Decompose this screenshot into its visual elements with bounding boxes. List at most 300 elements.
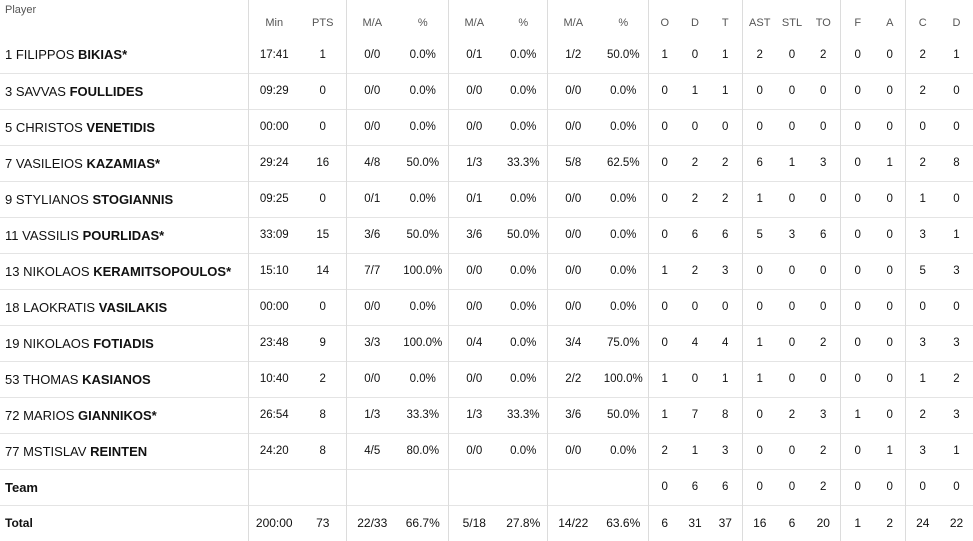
cell-ast: 0 [742, 253, 777, 289]
total-cell-ast: 16 [742, 505, 777, 541]
player-first-name: LAOKRATIS [23, 299, 96, 315]
cell-blk-against: 0 [886, 85, 893, 97]
header-blk-against: A [886, 17, 894, 29]
player-name-cell [0, 325, 248, 361]
cell-pts: 0 [319, 301, 326, 313]
cell-2pt-pct: 100.0% [403, 265, 443, 277]
cell-ft-ma: 0/0 [547, 109, 599, 145]
cell-2pt-pct: 100.0% [403, 337, 443, 349]
cell-2pt-pct: 0.0% [409, 193, 436, 205]
cell-ast: 5 [742, 217, 777, 253]
cell-tot-reb: 4 [722, 337, 729, 349]
cell-ft-pct: 50.0% [606, 409, 640, 421]
player-number: 77 [5, 443, 20, 459]
cell-to: 0 [820, 301, 827, 313]
cell-blk-against: 0 [886, 48, 893, 61]
player-name-cell [0, 253, 248, 289]
header-to: TO [815, 17, 831, 29]
cell-min: 09:29 [248, 73, 300, 109]
cell-3pt-ma: 0/1 [448, 37, 500, 73]
player-name-cell [0, 433, 248, 469]
cell-ft-ma: 0/0 [547, 253, 599, 289]
cell-min: 09:25 [248, 181, 300, 217]
player-number: 5 [5, 119, 13, 135]
cell-3pt-ma: 0/0 [448, 361, 500, 397]
header-3pt-pct: % [518, 17, 529, 29]
cell-to: 0 [820, 193, 827, 205]
cell-ft-pct: 100.0% [603, 373, 643, 385]
header-3pt-ma: M/A [448, 0, 500, 37]
total-cell-2pt-ma: 22/33 [346, 505, 398, 541]
cell-2pt-ma: 0/0 [346, 289, 398, 325]
total-cell-3pt-ma: 5/18 [448, 505, 500, 541]
cell-2pt-ma: 3/6 [346, 217, 398, 253]
cell-fouls-drawn: 1 [953, 48, 960, 61]
cell-min: 24:20 [248, 433, 300, 469]
cell-pts: 14 [316, 265, 330, 277]
cell-off-reb: 0 [648, 325, 681, 361]
player-name-cell [0, 145, 248, 181]
team-label: Team [5, 479, 38, 495]
team-cell-blk-against: 0 [886, 481, 893, 493]
cell-tot-reb: 3 [722, 445, 729, 457]
cell-fouls-committed: 5 [905, 253, 940, 289]
team-cell-def-reb: 6 [691, 481, 699, 493]
cell-ft-ma: 0/0 [547, 289, 599, 325]
cell-blk-for: 0 [840, 253, 875, 289]
total-cell-fouls-drawn: 22 [949, 516, 964, 531]
cell-def-reb: 0 [691, 48, 699, 61]
header-min: Min [248, 0, 300, 37]
team-cell-3pt-pct [500, 469, 547, 505]
cell-3pt-pct: 33.3% [506, 157, 540, 169]
cell-fouls-committed: 0 [905, 109, 940, 145]
player-first-name: STYLIANOS [15, 191, 89, 207]
cell-blk-against: 0 [886, 193, 893, 205]
team-row [0, 469, 973, 505]
cell-3pt-ma: 0/0 [448, 289, 500, 325]
cell-3pt-pct: 0.0% [510, 121, 537, 133]
cell-fouls-drawn: 1 [953, 445, 960, 457]
header-def-reb: D [691, 17, 699, 29]
cell-blk-for: 0 [840, 217, 875, 253]
team-cell-ft-ma [547, 469, 599, 505]
cell-fouls-drawn: 2 [953, 373, 960, 385]
cell-stl: 1 [788, 157, 796, 169]
cell-def-reb: 1 [691, 85, 699, 97]
cell-ft-pct: 75.0% [606, 337, 640, 349]
cell-fouls-committed: 3 [905, 433, 940, 469]
total-label: Total [5, 516, 33, 531]
cell-pts: 0 [319, 85, 326, 97]
cell-blk-against: 0 [886, 121, 893, 133]
cell-pts: 8 [319, 409, 326, 421]
player-row [0, 181, 973, 217]
cell-ft-pct: 62.5% [606, 157, 640, 169]
cell-fouls-drawn: 3 [953, 337, 960, 349]
player-name-cell [0, 361, 248, 397]
cell-pts: 2 [319, 373, 326, 385]
cell-blk-against: 0 [886, 409, 893, 421]
player-name-cell [0, 289, 248, 325]
cell-ft-ma: 0/0 [547, 217, 599, 253]
cell-ft-pct: 0.0% [610, 121, 637, 133]
cell-ft-ma: 5/8 [547, 145, 599, 181]
team-cell-2pt-ma [346, 469, 398, 505]
cell-ft-ma: 2/2 [547, 361, 599, 397]
player-last-name[interactable]: BIKIAS* [78, 47, 128, 63]
cell-off-reb: 0 [648, 217, 681, 253]
player-last-name[interactable]: REINTEN [90, 443, 148, 459]
cell-2pt-pct: 0.0% [409, 48, 436, 61]
cell-fouls-drawn: 0 [953, 301, 960, 313]
cell-def-reb: 6 [691, 229, 699, 241]
cell-ft-pct: 0.0% [610, 301, 637, 313]
cell-blk-against: 0 [886, 229, 893, 241]
cell-2pt-pct: 0.0% [409, 121, 436, 133]
cell-ft-ma: 0/0 [547, 433, 599, 469]
player-last-name[interactable]: STOGIANNIS [92, 191, 174, 207]
header-fouls-committed: C [905, 0, 940, 37]
header-ft-ma: M/A [547, 0, 599, 37]
player-last-name[interactable]: KERAMITSOPOULOS* [93, 263, 232, 279]
total-row [0, 505, 973, 541]
cell-fouls-drawn: 0 [953, 121, 960, 133]
header-blk-for: F [840, 0, 875, 37]
cell-tot-reb: 0 [722, 301, 729, 313]
player-last-name[interactable]: VASILAKIS [98, 299, 168, 315]
player-row [0, 145, 973, 181]
cell-blk-for: 0 [840, 289, 875, 325]
cell-tot-reb: 1 [722, 373, 729, 385]
cell-blk-for: 1 [840, 397, 875, 433]
player-number: 3 [5, 83, 13, 99]
cell-3pt-ma: 0/1 [448, 181, 500, 217]
cell-fouls-drawn: 0 [953, 193, 960, 205]
cell-def-reb: 2 [691, 265, 699, 277]
total-cell-def-reb: 31 [688, 516, 702, 531]
header-tot-reb: T [721, 17, 729, 29]
cell-ft-pct: 0.0% [610, 193, 637, 205]
cell-3pt-ma: 0/0 [448, 109, 500, 145]
cell-2pt-ma: 0/0 [346, 109, 398, 145]
cell-stl: 0 [788, 48, 796, 61]
cell-to: 0 [820, 85, 827, 97]
player-row [0, 253, 973, 289]
cell-2pt-ma: 0/0 [346, 73, 398, 109]
cell-2pt-pct: 50.0% [406, 229, 440, 241]
cell-off-reb: 0 [648, 145, 681, 181]
cell-blk-for: 0 [840, 181, 875, 217]
cell-pts: 0 [319, 193, 326, 205]
cell-off-reb: 1 [648, 37, 681, 73]
cell-stl: 0 [788, 337, 796, 349]
player-number: 7 [5, 155, 13, 171]
player-first-name: SAVVAS [15, 83, 66, 99]
cell-blk-against: 0 [886, 301, 893, 313]
total-cell-blk-against: 2 [886, 516, 894, 531]
cell-def-reb: 7 [691, 409, 699, 421]
team-cell-stl: 0 [788, 481, 796, 493]
player-row [0, 217, 973, 253]
cell-ft-pct: 0.0% [610, 265, 637, 277]
cell-min: 10:40 [248, 361, 300, 397]
team-cell-ast: 0 [742, 469, 777, 505]
player-first-name: NIKOLAOS [23, 263, 90, 279]
team-cell-fouls-committed: 0 [905, 469, 940, 505]
team-cell-tot-reb: 6 [722, 481, 729, 493]
cell-def-reb: 0 [691, 373, 699, 385]
cell-fouls-committed: 1 [905, 181, 940, 217]
team-cell-2pt-pct [398, 469, 448, 505]
player-row [0, 361, 973, 397]
cell-pts: 8 [319, 445, 326, 457]
cell-2pt-pct: 0.0% [409, 85, 436, 97]
cell-blk-against: 0 [886, 265, 893, 277]
header-player: Player [5, 4, 37, 16]
cell-blk-for: 0 [840, 325, 875, 361]
player-first-name: VASILEIOS [15, 155, 83, 171]
team-cell-ft-pct [599, 469, 648, 505]
total-cell-pts: 73 [316, 516, 330, 531]
player-row [0, 397, 973, 433]
cell-stl: 3 [788, 229, 796, 241]
cell-def-reb: 4 [691, 337, 699, 349]
cell-3pt-pct: 0.0% [510, 265, 537, 277]
cell-pts: 15 [316, 229, 330, 241]
team-cell-min [248, 469, 300, 505]
cell-min: 00:00 [248, 109, 300, 145]
cell-ast: 1 [742, 361, 777, 397]
cell-fouls-drawn: 3 [953, 409, 960, 421]
cell-tot-reb: 3 [722, 265, 729, 277]
cell-to: 3 [820, 157, 827, 169]
cell-ft-ma: 0/0 [547, 181, 599, 217]
cell-stl: 0 [788, 373, 796, 385]
player-row [0, 325, 973, 361]
header-row [0, 0, 973, 37]
cell-ft-ma: 1/2 [547, 37, 599, 73]
cell-min: 15:10 [248, 253, 300, 289]
cell-def-reb: 2 [691, 157, 699, 169]
player-last-name[interactable]: POURLIDAS* [82, 227, 165, 243]
cell-tot-reb: 8 [722, 409, 729, 421]
cell-3pt-ma: 0/0 [448, 253, 500, 289]
total-cell-tot-reb: 37 [718, 516, 732, 531]
cell-stl: 2 [788, 409, 796, 421]
cell-pts: 16 [316, 157, 330, 169]
total-cell-blk-for: 1 [840, 505, 875, 541]
cell-3pt-pct: 0.0% [510, 337, 537, 349]
cell-tot-reb: 6 [722, 229, 729, 241]
cell-stl: 0 [788, 193, 796, 205]
header-2pt-pct: % [417, 17, 428, 29]
cell-ft-pct: 0.0% [610, 229, 637, 241]
team-cell-to: 2 [820, 481, 827, 493]
cell-tot-reb: 0 [722, 121, 729, 133]
cell-blk-against: 0 [886, 373, 893, 385]
cell-3pt-pct: 33.3% [506, 409, 540, 421]
cell-3pt-pct: 0.0% [510, 373, 537, 385]
cell-ast: 1 [742, 181, 777, 217]
cell-min: 29:24 [248, 145, 300, 181]
player-last-name[interactable]: VENETIDIS [86, 119, 156, 135]
cell-min: 33:09 [248, 217, 300, 253]
cell-to: 6 [820, 229, 827, 241]
cell-fouls-drawn: 8 [953, 157, 960, 169]
player-last-name[interactable]: FOULLIDES [69, 83, 144, 99]
total-cell-ft-pct: 63.6% [606, 516, 641, 531]
total-cell-stl: 6 [788, 516, 796, 531]
cell-blk-for: 0 [840, 73, 875, 109]
cell-2pt-pct: 0.0% [409, 373, 436, 385]
cell-ast: 0 [742, 73, 777, 109]
cell-fouls-committed: 3 [905, 217, 940, 253]
cell-2pt-ma: 4/5 [346, 433, 398, 469]
header-fouls-drawn: D [952, 17, 961, 29]
total-cell-2pt-pct: 66.7% [405, 516, 440, 531]
cell-2pt-pct: 50.0% [406, 157, 440, 169]
cell-blk-for: 0 [840, 109, 875, 145]
player-name-cell [0, 109, 248, 145]
cell-3pt-pct: 0.0% [510, 193, 537, 205]
cell-off-reb: 2 [648, 433, 681, 469]
cell-tot-reb: 1 [722, 48, 729, 61]
cell-stl: 0 [788, 265, 796, 277]
player-first-name: MARIOS [23, 407, 75, 423]
cell-2pt-pct: 33.3% [406, 409, 440, 421]
cell-min: 00:00 [248, 289, 300, 325]
total-cell-off-reb: 6 [648, 505, 681, 541]
cell-3pt-pct: 0.0% [510, 445, 537, 457]
cell-blk-for: 0 [840, 37, 875, 73]
player-number: 19 [5, 335, 20, 351]
player-first-name: THOMAS [22, 371, 79, 387]
cell-ast: 6 [742, 145, 777, 181]
cell-2pt-ma: 3/3 [346, 325, 398, 361]
cell-ast: 0 [742, 109, 777, 145]
cell-to: 0 [820, 121, 827, 133]
cell-fouls-drawn: 1 [953, 229, 960, 241]
cell-ast: 0 [742, 289, 777, 325]
cell-off-reb: 1 [648, 397, 681, 433]
cell-min: 17:41 [248, 37, 300, 73]
cell-stl: 0 [788, 121, 796, 133]
cell-2pt-ma: 1/3 [346, 397, 398, 433]
player-last-name[interactable]: GIANNIKOS* [78, 407, 157, 423]
header-stl: STL [781, 17, 803, 29]
player-row [0, 37, 973, 73]
cell-ast: 1 [742, 325, 777, 361]
cell-fouls-committed: 1 [905, 361, 940, 397]
cell-2pt-pct: 80.0% [406, 445, 440, 457]
cell-3pt-ma: 1/3 [448, 397, 500, 433]
cell-blk-against: 1 [886, 157, 893, 169]
cell-blk-against: 1 [886, 445, 893, 457]
player-last-name[interactable]: KASIANOS [82, 371, 151, 387]
player-name-cell [0, 73, 248, 109]
player-last-name[interactable]: KAZAMIAS* [86, 155, 161, 171]
cell-ft-pct: 0.0% [610, 85, 637, 97]
team-cell-3pt-ma [448, 469, 500, 505]
cell-fouls-committed: 0 [905, 289, 940, 325]
cell-off-reb: 0 [648, 181, 681, 217]
cell-tot-reb: 1 [722, 85, 729, 97]
team-cell-pts [300, 469, 346, 505]
header-pts: PTS [312, 17, 334, 29]
cell-def-reb: 0 [691, 121, 699, 133]
cell-2pt-ma: 0/0 [346, 37, 398, 73]
cell-fouls-committed: 2 [905, 397, 940, 433]
player-number: 72 [5, 407, 20, 423]
header-ft-pct: % [618, 17, 629, 29]
cell-pts: 1 [319, 48, 326, 61]
cell-off-reb: 0 [648, 73, 681, 109]
cell-def-reb: 2 [691, 193, 699, 205]
cell-min: 23:48 [248, 325, 300, 361]
total-cell-to: 20 [816, 516, 830, 531]
cell-fouls-committed: 3 [905, 325, 940, 361]
player-row [0, 109, 973, 145]
cell-blk-for: 0 [840, 433, 875, 469]
cell-blk-for: 0 [840, 145, 875, 181]
player-row [0, 289, 973, 325]
player-number: 9 [5, 191, 13, 207]
cell-2pt-ma: 7/7 [346, 253, 398, 289]
cell-pts: 0 [319, 121, 326, 133]
total-cell-3pt-pct: 27.8% [506, 516, 541, 531]
cell-tot-reb: 2 [722, 157, 729, 169]
cell-tot-reb: 2 [722, 193, 729, 205]
cell-3pt-ma: 3/6 [448, 217, 500, 253]
team-cell-off-reb: 0 [648, 469, 681, 505]
cell-ast: 0 [742, 433, 777, 469]
player-number: 13 [5, 263, 20, 279]
total-cell-min: 200:00 [248, 505, 300, 541]
cell-blk-against: 0 [886, 337, 893, 349]
team-cell-fouls-drawn: 0 [953, 481, 960, 493]
player-row [0, 433, 973, 469]
player-first-name: VASSILIS [22, 227, 79, 243]
player-first-name: MSTISLAV [23, 443, 87, 459]
player-number: 53 [5, 371, 20, 387]
cell-3pt-ma: 0/0 [448, 433, 500, 469]
cell-ft-ma: 3/4 [547, 325, 599, 361]
cell-2pt-ma: 4/8 [346, 145, 398, 181]
player-number: 1 [5, 47, 13, 63]
cell-3pt-pct: 0.0% [510, 48, 537, 61]
cell-ft-pct: 0.0% [610, 445, 637, 457]
cell-ast: 0 [742, 397, 777, 433]
player-name-cell [0, 37, 248, 73]
total-cell-ft-ma: 14/22 [547, 505, 599, 541]
player-name-cell [0, 397, 248, 433]
cell-to: 0 [820, 265, 827, 277]
player-last-name[interactable]: FOTIADIS [93, 335, 154, 351]
player-first-name: CHRISTOS [15, 119, 83, 135]
player-first-name: FILIPPOS [15, 47, 75, 63]
cell-def-reb: 1 [691, 445, 699, 457]
header-ast: AST [742, 0, 777, 37]
header-off-reb: O [648, 0, 681, 37]
header-2pt-ma: M/A [346, 0, 398, 37]
player-number: 18 [5, 299, 20, 315]
cell-stl: 0 [788, 85, 796, 97]
cell-stl: 0 [788, 445, 796, 457]
cell-2pt-ma: 0/1 [346, 181, 398, 217]
cell-stl: 0 [788, 301, 796, 313]
cell-3pt-ma: 0/4 [448, 325, 500, 361]
